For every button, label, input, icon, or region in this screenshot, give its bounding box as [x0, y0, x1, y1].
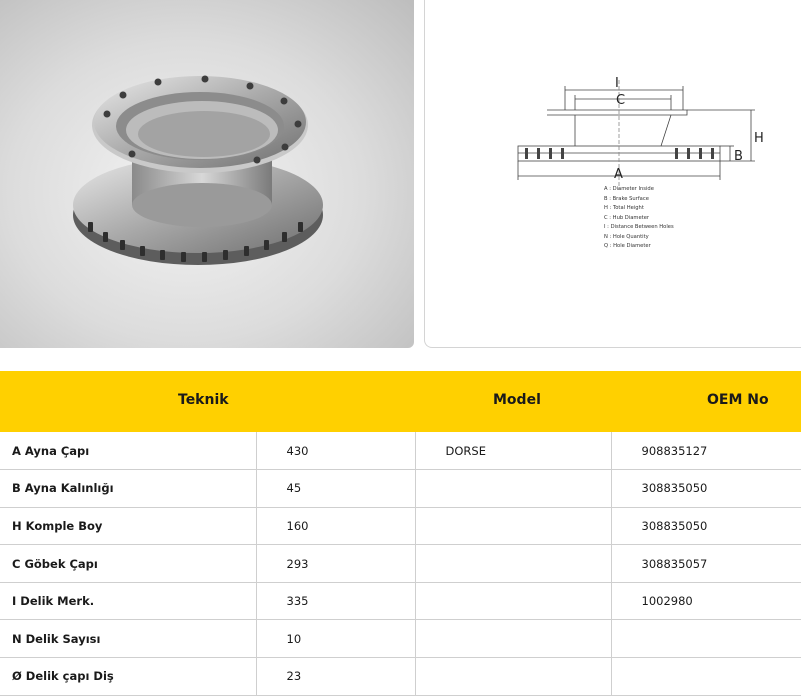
spec-label: N Delik Sayısı	[0, 620, 256, 658]
table-row	[0, 432, 801, 470]
table-row	[0, 582, 801, 620]
table-row	[0, 545, 801, 583]
label-c: C	[616, 93, 626, 108]
model-cell	[415, 658, 611, 696]
table-row	[0, 658, 801, 696]
oem-cell	[611, 658, 801, 696]
oem-cell: 308835050	[611, 470, 801, 508]
spec-label: B Ayna Kalınlığı	[0, 470, 256, 508]
dimension-diagram	[425, 0, 801, 347]
table-row	[0, 507, 801, 545]
header-model: Model	[493, 392, 541, 408]
legend-item: B : Brake Surface	[604, 196, 649, 202]
oem-cell: 308835057	[611, 545, 801, 583]
model-cell	[415, 507, 611, 545]
spec-value: 293	[256, 545, 415, 583]
model-cell	[415, 545, 611, 583]
header-oem: OEM No	[707, 392, 769, 408]
spec-value: 10	[256, 620, 415, 658]
legend-item: C : Hub Diameter	[604, 215, 650, 221]
label-a: A	[614, 167, 623, 182]
spec-value: 430	[256, 432, 415, 470]
spec-label: Ø Delik çapı Diş	[0, 658, 256, 696]
spec-label: H Komple Boy	[0, 507, 256, 545]
legend-item: N : Hole Quantity	[604, 234, 649, 240]
oem-cell	[611, 620, 801, 658]
legend-item: H : Total Height	[604, 205, 644, 211]
oem-cell: 908835127	[611, 432, 801, 470]
legend-item: Q : Hole Diameter	[604, 243, 651, 249]
spec-value: 45	[256, 470, 415, 508]
oem-cell: 308835050	[611, 507, 801, 545]
oem-cell: 1002980	[611, 582, 801, 620]
model-cell: DORSE	[415, 432, 611, 470]
technical-diagram-panel	[424, 0, 801, 348]
label-b: B	[734, 149, 743, 164]
spec-value: 23	[256, 658, 415, 696]
label-h: H	[754, 131, 764, 146]
model-cell	[415, 620, 611, 658]
model-cell	[415, 582, 611, 620]
legend-item: I : Distance Between Holes	[604, 224, 674, 230]
product-photo	[0, 0, 414, 348]
spec-label: I Delik Merk.	[0, 582, 256, 620]
spec-label: C Göbek Çapı	[0, 545, 256, 583]
legend-item: A : Diameter Inside	[604, 186, 654, 192]
table-header	[0, 371, 801, 432]
spec-value: 160	[256, 507, 415, 545]
header-teknik: Teknik	[178, 392, 229, 408]
label-i: I	[615, 76, 619, 91]
spec-value: 335	[256, 582, 415, 620]
spec-label: A Ayna Çapı	[0, 432, 256, 470]
diagram-legend	[604, 186, 674, 249]
brake-disc-image	[0, 0, 414, 348]
model-cell	[415, 470, 611, 508]
spec-table	[0, 432, 801, 696]
table-row	[0, 620, 801, 658]
table-row	[0, 470, 801, 508]
